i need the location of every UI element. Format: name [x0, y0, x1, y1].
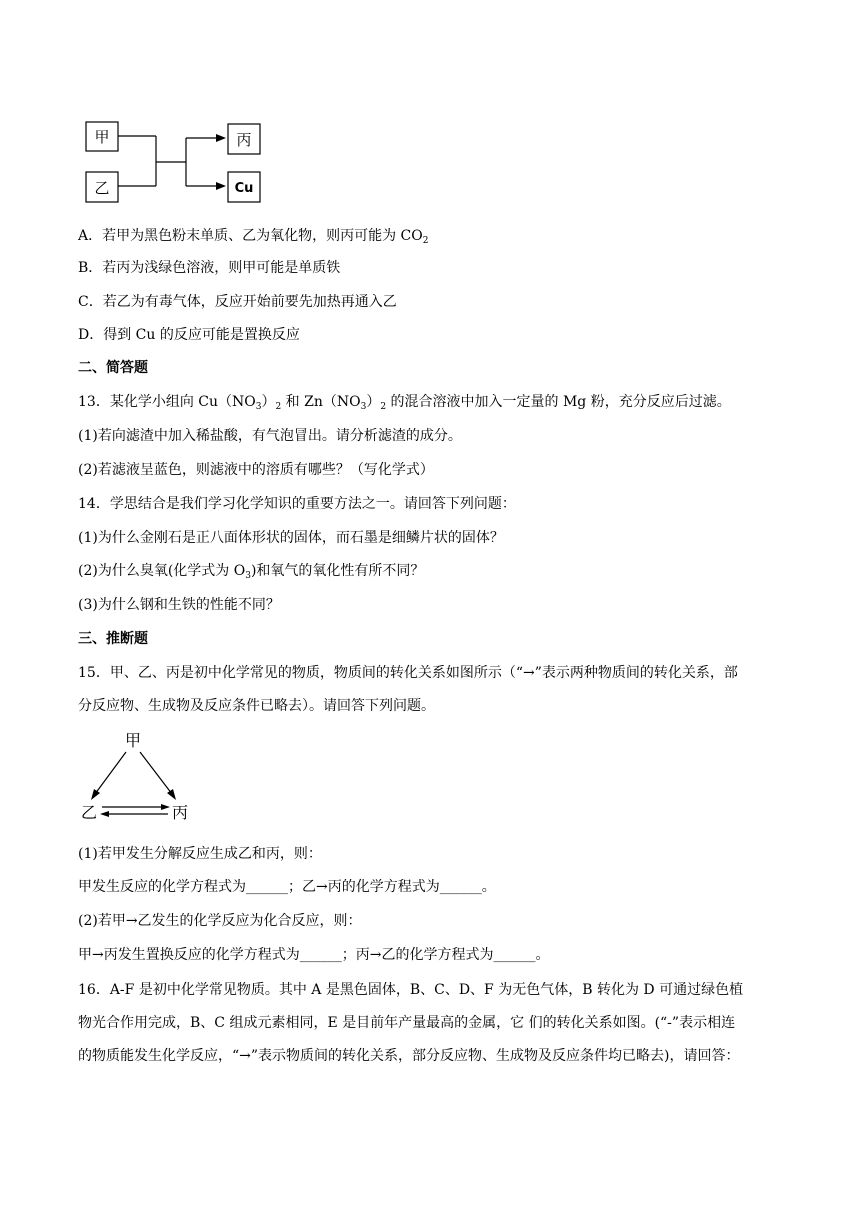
label-jia: 甲 [94, 128, 110, 146]
question-15-part-1: (1)若甲发生分解反应生成乙和丙，则： [78, 846, 322, 862]
label-bing: 丙 [236, 131, 252, 149]
question-15-part-2-blanks: 甲→丙发生置换反应的化学方程式为______；丙→乙的化学方程式为______。 [78, 947, 550, 963]
section-heading-inference: 三、推断题 [78, 631, 148, 647]
arrow-jia-to-bing [140, 752, 172, 794]
reaction-diagram-triangle [76, 728, 196, 824]
question-15-stem-line-1: 15．甲、乙、丙是初中化学常见的物质，物质间的转化关系如图所示（“→”表示两种物质间的转化关系，部 [78, 665, 738, 681]
question-14-part-1: (1)为什么金刚石是正八面体形状的固体，而石墨是细鳞片状的固体？ [78, 530, 504, 546]
question-16-line-2: 物光合作用完成，B、C 组成元素相同，E 是目前年产量最高的金属，它 们的转化关系如图。(“-”表示相连 [78, 1015, 736, 1031]
triangle-label-jia: 甲 [124, 731, 142, 750]
option-c: C．若乙为有毒气体，反应开始前要先加热再通入乙 [78, 294, 397, 310]
question-14-stem: 14．学思结合是我们学习化学知识的重要方法之一。请回答下列问题： [78, 496, 516, 512]
question-13-part-2: (2)若滤液呈蓝色，则滤液中的溶质有哪些？（写化学式） [78, 462, 434, 478]
option-d: D．得到 Cu 的反应可能是置换反应 [78, 327, 300, 343]
question-14-part-3: (3)为什么钢和生铁的性能不同？ [78, 597, 280, 613]
label-yi: 乙 [94, 179, 110, 197]
question-16-line-3: 的物质能发生化学反应，“→”表示物质间的转化关系，部分反应物、生成物及反应条件均已略去)，请回答： [78, 1048, 740, 1064]
label-cu: Cu [234, 181, 254, 196]
question-15-part-2: (2)若甲→乙发生的化学反应为化合反应，则： [78, 913, 362, 929]
question-13-stem: 13．某化学小组向 $Cu(NO_3)_2$ 和 $Zn(NO_3)_2$ 的混合溶液中加入一定量的 Mg 粉，充分反应后过滤。 [78, 394, 731, 412]
question-16-line-1: 16．A-F 是初中化学常见物质。其中 A 是黑色固体，B、C、D、F 为无色气体，B 转化为 D 可通过绿色植 [78, 982, 744, 998]
option-b: B．若丙为浅绿色溶液，则甲可能是单质铁 [78, 260, 341, 276]
arrow-jia-to-yi [95, 752, 126, 794]
option-a: A．若甲为黑色粉末单质、乙为氧化物，则丙可能为 $CO_2$ [78, 228, 429, 246]
section-heading-short-answer: 二、简答题 [78, 360, 148, 376]
reaction-diagram-1 [82, 118, 272, 208]
question-15-part-1-blanks: 甲发生反应的化学方程式为______；乙→丙的化学方程式为______。 [78, 879, 496, 895]
triangle-label-bing: 丙 [171, 803, 189, 822]
triangle-label-yi: 乙 [80, 803, 98, 822]
question-13-part-1: (1)若向滤渣中加入稀盐酸，有气泡冒出。请分析滤渣的成分。 [78, 428, 462, 444]
question-14-part-2: (2)为什么臭氧(化学式为 $O_3$)和氧气的氧化性有所不同？ [78, 563, 425, 581]
question-15-stem-line-2: 分反应物、生成物及反应条件已略去）。请回答下列问题。 [78, 698, 435, 714]
